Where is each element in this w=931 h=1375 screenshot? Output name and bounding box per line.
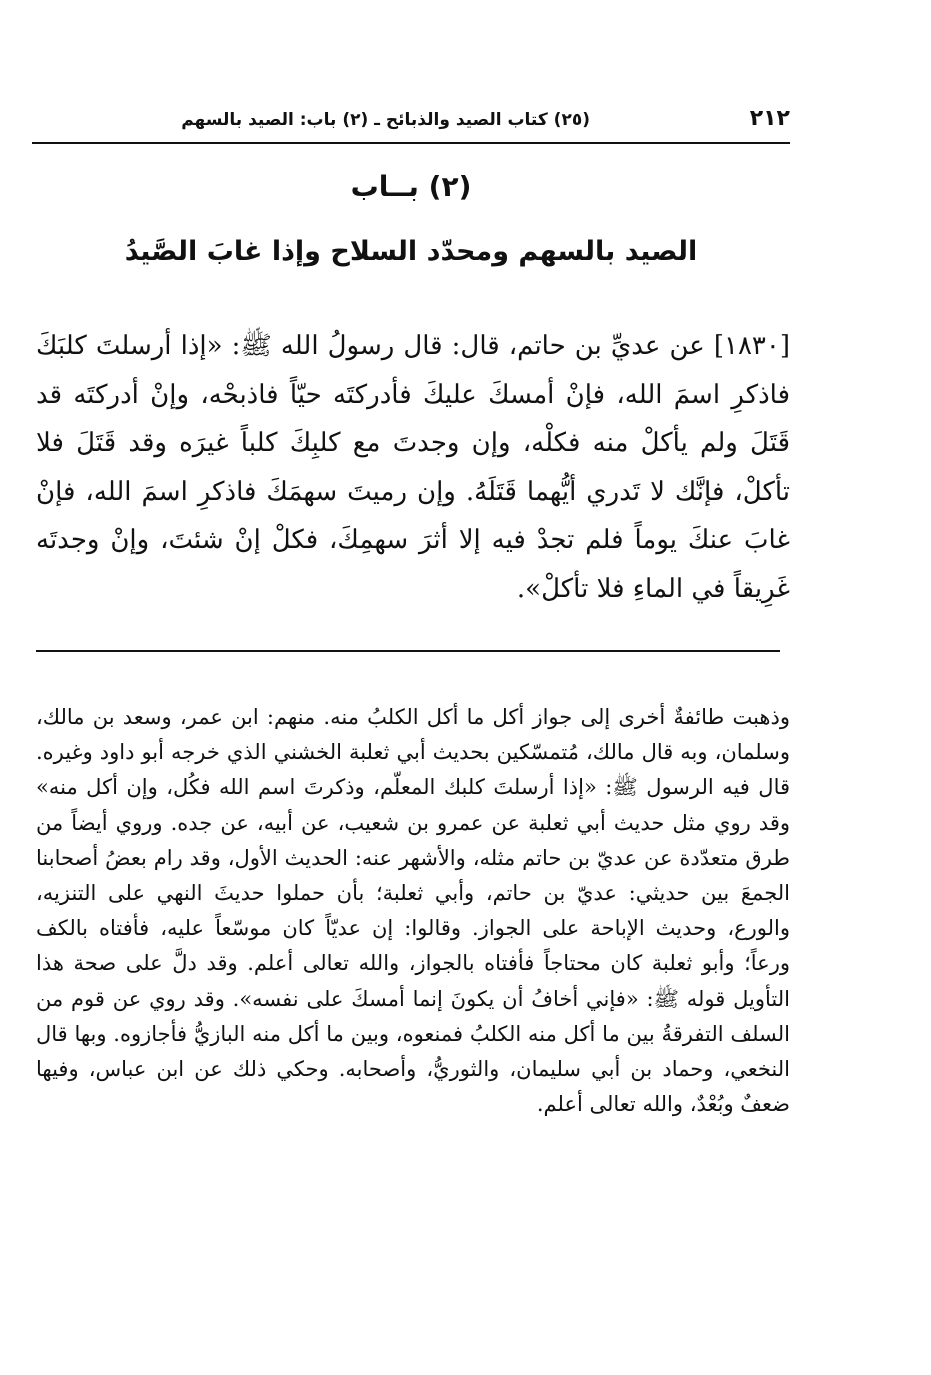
hadith-number: [١٨٣٠] — [713, 331, 790, 361]
commentary-paragraph: وذهبت طائفةٌ أخرى إلى جواز أكل ما أكل الكلبُ منه. منهم: ابن عمر، وسعد بن مالك، وسلمان، وبه قال مالك، مُتمسّكين بحديث أبي ثعلبة الخشني الذي خرجه أبو داود وغيره. قال فيه الرسول ﷺ: «إذا أرسلتَ كلبك المعلّم، وذكرتَ اسم الله فكُل، وإن أكل منه» وقد روي مثل حديث أبي ثعلبة عن عمرو بن شعيب، عن أبيه، عن جده. وروي أيضاً من طرق متعدّدة عن عديّ بن حاتم مثله، والأشهر عنه: الحديث الأول، وقد رام بعضُ أصحابنا الجمعَ بين حديثي: عديّ بن حاتم، وأبي ثعلبة؛ بأن حملوا حديثَ النهي على التنزيه، والورع، وحديث الإباحة على الجواز. وقالوا: إن عديّاً كان موسّعاً عليه، فأفتاه بالكف ورعاً؛ وأبو ثعلبة كان محتاجاً فأفتاه بالجواز، والله تعالى أعلم. وقد دلَّ على صحة هذا التأويل قوله ﷺ: «فإني أخافُ أن يكونَ إنما أمسكَ على نفسه». وقد روي عن قوم من السلف التفرقةُ بين ما أكل منه الكلبُ فمنعوه، وبين ما أكل منه البازيُّ فأجازوه. وبها قال النخعي، وحماد بن أبي سليمان، والثوريُّ، وأصحابه. وحكي ذلك عن ابن عباس، وفيها ضعفٌ وبُعْدٌ، والله تعالى أعلم. — [36, 705, 790, 1117]
hadith-text: عن عديِّ بن حاتم، قال: قال رسولُ الله ﷺ: «إذا أرسلتَ كلبَكَ فاذكرِ اسمَ الله، فإنْ أمسكَ عليكَ فأدركتَه حيّاً فاذبحْه، وإنْ أدركتَه قد قَتَلَ ولم يأكلْ منه فكلْه، وإن وجدتَ مع كلبِكَ كلباً غيرَه وقد قَتَلَ فلا تأكلْ، فإنَّك لا تَدري أيُّهما قَتَلَهُ. وإن رميتَ سهمَكَ فاذكرِ اسمَ الله، فإنْ غابَ عنكَ يوماً فلم تجدْ فيه إلا أثرَ سهمِكَ، فكلْ إنْ شئتَ، وإنْ وجدتَه غَرِيقاً في الماءِ فلا تأكلْ». — [36, 331, 790, 604]
running-head: (٢٥) كتاب الصيد والذبائح ـ (٢) باب: الصيد بالسهم — [181, 110, 590, 130]
chapter-title: (٢) بــاب — [350, 170, 472, 203]
hadith-paragraph — [36, 322, 790, 613]
section-divider — [36, 650, 780, 652]
page-number: ٢١٢ — [749, 106, 790, 131]
page-header — [32, 106, 790, 144]
chapter-subtitle: الصيد بالسهم ومحدّد السلاح وإذا غابَ الصَّيدُ — [124, 236, 698, 267]
